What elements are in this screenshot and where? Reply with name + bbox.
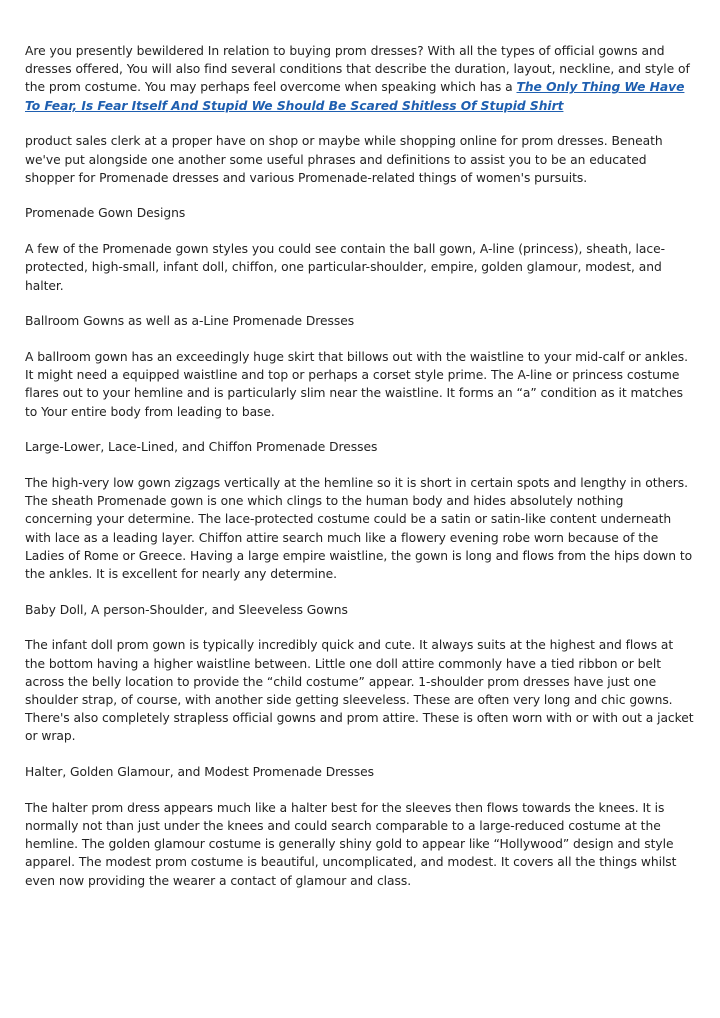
paragraph-4: A ballroom gown has an exceedingly huge skirt that billows out with the waistline to your mid-calf or ankles. It might need a equipped waistline and top or perhaps a corset style prime. The A-line or princess costume flares out to your hemline and is particularly slim near the waistline. It forms an “a” condition as it matches to Your entire body from leading to base. [25,349,689,419]
heading-halter: Halter, Golden Glamour, and Modest Promenade Dresses [25,765,375,780]
heading-ballroom-gowns: Ballroom Gowns as well as a-Line Promenade Dresses [25,314,355,329]
inline-link[interactable]: The Only Thing We Have To Fear, Is Fear Itself And Stupid We Should Be Scared Shitless Of Stupid Shirt [25,80,685,113]
paragraph-5: The high-very low gown zigzags vertically at the hemline so it is short in certain spots and lengthy in others. The sheath Promenade gown is one which clings to the human body and hides absolutely nothing concerning your determine. The lace-protected costume could be a satin or satin-like content underneath with lace as a leading layer. Chiffon attire search much like a flowery evening robe worn because of the Ladies of Rome or Greece. Having a large empire waistline, the gown is long and flows from the hips down to the ankles. It is excellent for nearly any determine. [25,475,693,581]
heading-baby-doll: Baby Doll, A person-Shoulder, and Sleeveless Gowns [25,602,348,617]
paragraph-2: product sales clerk at a proper have on shop or maybe while shopping online for prom dresses. Beneath we've put alongside one another some useful phrases and definitions to assist you to be an educated shopper for Promenade dresses and various Promenade-related things of women's pursuits. [25,134,663,185]
paragraph-7: The halter prom dress appears much like a halter best for the sleeves then flows towards the knees. It is normally not than just under the knees and could search comparable to a large-reduced costume at the hemline. The golden glamour costume is generally shiny gold to appear like “Hollywood” design and style apparel. The modest prom costume is beautiful, uncomplicated, and modest. It covers all the things whilst even now providing the wearer a contact of glamour and class. [25,800,677,888]
heading-large-lower: Large-Lower, Lace-Lined, and Chiffon Promenade Dresses [25,440,378,455]
intro-paragraph [25,42,694,115]
intro-text: Are you presently bewildered In relation to buying prom dresses? With all the types of official gowns and dresses offered, You will also find several conditions that describe the duration, layout, neckline, and style of the prom costume. You may perhaps feel overcome when speaking which has a [25,44,690,95]
heading-gown-designs: Promenade Gown Designs [25,206,186,221]
paragraph-6: The infant doll prom gown is typically incredibly quick and cute. It always suits at the highest and flows at the bottom having a higher waistline between. Little one doll attire commonly have a tied ribbon or belt across the belly location to provide the “child costume” appear. 1-shoulder prom dresses have just one shoulder strap, of course, with another side getting sleeveless. These are often very long and chic gowns. There's also completely strapless official gowns and prom attire. These is often worn with or with out a jacket or wrap. [25,638,694,744]
paragraph-3: A few of the Promenade gown styles you could see contain the ball gown, A-line (princess), sheath, lace-protected, high-small, infant doll, chiffon, one particular-shoulder, empire, golden glamour, modest, and halter. [25,242,666,293]
